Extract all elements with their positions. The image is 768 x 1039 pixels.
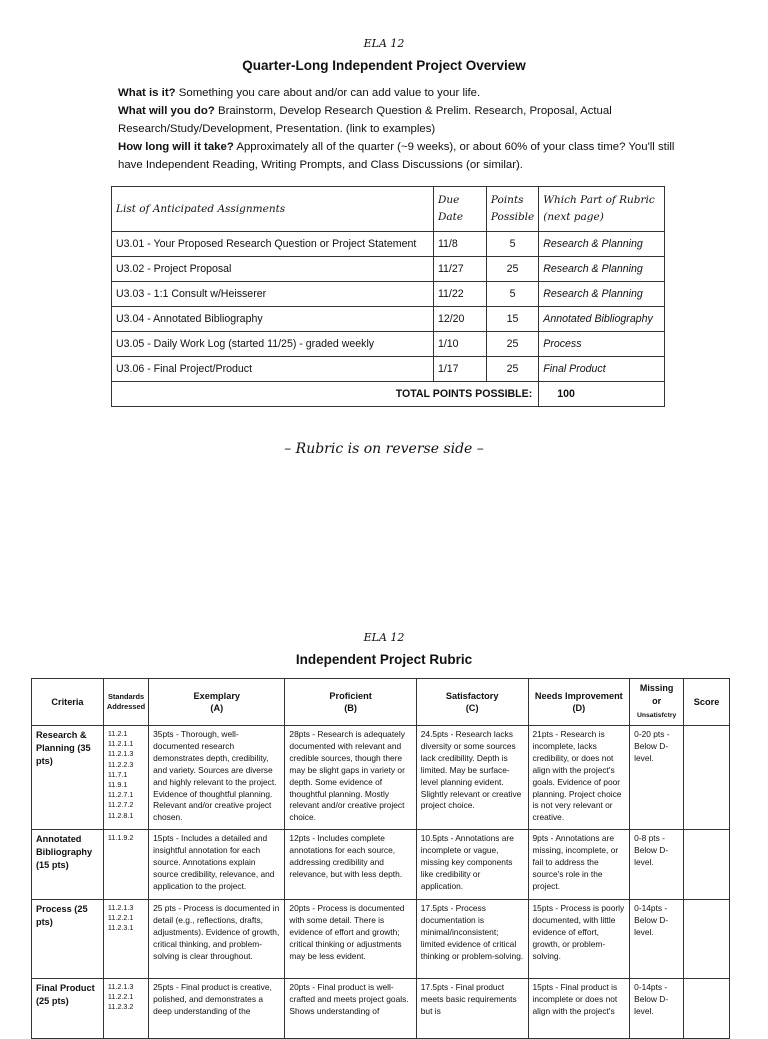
intro-what-is-it — [118, 84, 688, 102]
assignment-part: Process — [539, 332, 665, 357]
assignment-part: Annotated Bibliography — [539, 307, 665, 332]
rubric-criteria: Annotated Bibliography (15 pts) — [32, 830, 104, 900]
rubric-standards — [103, 900, 148, 979]
total-value: 100 — [539, 382, 665, 407]
course-label: ELA 12 — [363, 37, 405, 50]
rubric-standards — [103, 726, 148, 830]
rubric-needs-improvement: 15pts - Process is poorly documented, with little evidence of effort, growth, or problem-solving. — [528, 900, 630, 979]
rubric-score[interactable] — [684, 979, 730, 1039]
total-label: TOTAL POINTS POSSIBLE: — [112, 382, 539, 407]
assignment-points: 15 — [486, 307, 538, 332]
header-proficient-label: Proficient — [329, 691, 372, 701]
header-missing-or: or — [652, 696, 662, 706]
rubric-header-row — [32, 679, 730, 726]
rubric-table — [31, 678, 730, 1039]
total-row — [112, 382, 665, 407]
rubric-exemplary: 25 pts - Process is documented in detail (e.g., reflections, drafts, adjustments). Evidence of growth, critical thinking, and problem-solving is clear throughout. — [149, 900, 285, 979]
rubric-missing: 0-20 pts - Below D-level. — [630, 726, 684, 830]
rubric-score[interactable] — [684, 900, 730, 979]
intro-label: What is it? — [118, 87, 176, 99]
rubric-missing: 0-14pts - Below D-level. — [630, 979, 684, 1039]
header-proficient — [285, 679, 416, 726]
standard-code: 11.2.7.1 — [107, 790, 134, 800]
intro-how-long — [118, 138, 688, 174]
rubric-course-label: ELA 12 — [363, 631, 405, 644]
rubric-missing: 0-14pts - Below D-level. — [630, 900, 684, 979]
reverse-side-note: – Rubric is on reverse side – — [284, 441, 484, 457]
rubric-row — [32, 900, 730, 979]
rubric-row — [32, 726, 730, 830]
rubric-criteria: Final Product (25 pts) — [32, 979, 104, 1039]
assignment-due: 11/8 — [433, 232, 486, 257]
rubric-standards — [103, 830, 148, 900]
rubric-needs-improvement: 21pts - Research is incomplete, lacks credibility, or does not align with the project's goals. Evidence of poor planning. Project choice is not very relevant or creative. — [528, 726, 630, 830]
standard-code: 11.2.2.1 — [107, 913, 134, 923]
standard-code: 11.1.9.2 — [107, 833, 134, 842]
header-proficient-grade: (B) — [344, 703, 357, 713]
standard-code: 11.2.3.2 — [107, 1002, 134, 1012]
assignment-due: 1/17 — [433, 357, 486, 382]
assignment-name: U3.01 - Your Proposed Research Question or Project Statement — [112, 232, 434, 257]
header-standards: Standards Addressed — [103, 679, 148, 726]
rubric-satisfactory: 10.5pts - Annotations are incomplete or vague, missing key components like credibility or application. — [416, 830, 528, 900]
assignment-part: Final Product — [539, 357, 665, 382]
assignment-name: U3.05 - Daily Work Log (started 11/25) - graded weekly — [112, 332, 434, 357]
table-row — [112, 332, 665, 357]
rubric-title: Independent Project Rubric — [295, 652, 473, 667]
header-needs-improvement — [528, 679, 630, 726]
rubric-proficient: 12pts - Includes complete annotations for each source, addressing credibility and relevance, but with less depth. — [285, 830, 416, 900]
header-missing — [630, 679, 684, 726]
assignments-table — [111, 186, 665, 407]
standard-code: 11.9.1 — [107, 780, 128, 790]
header-score: Score — [684, 679, 730, 726]
rubric-satisfactory: 24.5pts - Research lacks diversity or some sources lack credibility. Depth is limited. May be surface-level planning evident. Slightly relevant or creative project choice. — [416, 726, 528, 830]
rubric-exemplary: 15pts - Includes a detailed and insightful annotation for each source. Annotations explain source credibility, relevance, and application to the project. — [149, 830, 285, 900]
assignment-due: 11/22 — [433, 282, 486, 307]
standard-code: 11.2.8.1 — [107, 810, 134, 820]
rubric-criteria: Research & Planning (35 pts) — [32, 726, 104, 830]
standard-code: 11.2.7.2 — [107, 800, 134, 810]
rubric-exemplary: 25pts - Final product is creative, polished, and demonstrates a deep understanding of the — [149, 979, 285, 1039]
rubric-needs-improvement: 9pts - Annotations are missing, incomplete, or fail to address the source's role in the project. — [528, 830, 630, 900]
assignment-points: 5 — [486, 232, 538, 257]
intro-label: How long will it take? — [118, 141, 234, 153]
header-assignment-list: List of Anticipated Assignments — [112, 187, 434, 232]
intro-block — [118, 84, 688, 174]
standard-code: 11.2.1.3 — [107, 903, 134, 912]
header-satisfactory-grade: (C) — [465, 703, 479, 713]
standard-code: 11.2.1 — [107, 729, 128, 738]
rubric-satisfactory: 17.5pts - Process documentation is minimal/inconsistent; limited evidence of critical thinking or problem-solving. — [416, 900, 528, 979]
header-exemplary-label: Exemplary — [193, 691, 241, 701]
assignment-part: Research & Planning — [539, 257, 665, 282]
header-points-possible: Points Possible — [486, 187, 538, 232]
standard-code: 11.2.3.1 — [107, 923, 134, 933]
rubric-proficient: 28pts - Research is adequately documented with relevant and credible sources, though there may be slight gaps in variety or depth. Some evidence of thoughtful planning. Mostly relevant and/or creative project choice. — [285, 726, 416, 830]
rubric-proficient: 20pts - Process is documented with some detail. There is evidence of effort and growth; critical thinking or adjustments may be less evident. — [285, 900, 416, 979]
overview-title: Quarter-Long Independent Project Overview — [242, 58, 526, 73]
header-missing-label: Missing — [639, 683, 674, 693]
header-satisfactory — [416, 679, 528, 726]
assignment-due: 12/20 — [433, 307, 486, 332]
assignment-name: U3.04 - Annotated Bibliography — [112, 307, 434, 332]
rubric-row — [32, 979, 730, 1039]
assignment-name: U3.06 - Final Project/Product — [112, 357, 434, 382]
rubric-body — [32, 726, 730, 1039]
header-needs-grade: (D) — [572, 703, 586, 713]
rubric-exemplary: 35pts - Thorough, well-documented research demonstrates depth, credibility, and variety. Sources are diverse and highly relevant to the project. Evidence of thoughtful planning. Relevant and/or creative project chosen. — [149, 726, 285, 830]
table-row — [112, 232, 665, 257]
standard-code: 11.2.1.3 — [107, 749, 134, 759]
assignment-points: 25 — [486, 357, 538, 382]
rubric-needs-improvement: 15pts - Final product is incomplete or does not align with the project's — [528, 979, 630, 1039]
header-satisfactory-label: Satisfactory — [445, 691, 499, 701]
rubric-score[interactable] — [684, 726, 730, 830]
intro-text: Brainstorm, Develop Research Question & Prelim. Research, Proposal, Actual Research/Study/Development, Presentation. (link to examples) — [118, 105, 612, 135]
assignments-header-row — [112, 187, 665, 232]
assignment-part: Research & Planning — [539, 232, 665, 257]
assignment-part: Research & Planning — [539, 282, 665, 307]
standard-code: 11.2.1.3 — [107, 982, 134, 991]
standard-code: 11.7.1 — [107, 769, 128, 779]
header-criteria: Criteria — [32, 679, 104, 726]
header-exemplary — [149, 679, 285, 726]
rubric-missing: 0-8 pts - Below D-level. — [630, 830, 684, 900]
table-row — [112, 307, 665, 332]
intro-text: Approximately all of the quarter (~9 weeks), or about 60% of your class time? You'll still have Independent Reading, Writing Prompts, and Class Discussions (or similar). — [118, 141, 675, 171]
standard-code: 11.2.1.1 — [107, 739, 134, 749]
rubric-standards — [103, 979, 148, 1039]
rubric-score[interactable] — [684, 830, 730, 900]
assignment-due: 11/27 — [433, 257, 486, 282]
standard-code: 11.2.2.3 — [107, 759, 134, 769]
standard-code: 11.2.2.1 — [107, 992, 134, 1002]
assignment-points: 25 — [486, 332, 538, 357]
rubric-criteria: Process (25 pts) — [32, 900, 104, 979]
assignment-name: U3.02 - Project Proposal — [112, 257, 434, 282]
header-exemplary-grade: (A) — [210, 703, 224, 713]
header-needs-label: Needs Improvement — [534, 691, 623, 701]
rubric-proficient: 20pts - Final product is well-crafted and meets project goals. Shows understanding of — [285, 979, 416, 1039]
assignment-name: U3.03 - 1:1 Consult w/Heisserer — [112, 282, 434, 307]
rubric-row — [32, 830, 730, 900]
header-missing-unsat: Unsatisfctry — [636, 712, 677, 719]
assignment-due: 1/10 — [433, 332, 486, 357]
assignment-points: 5 — [486, 282, 538, 307]
intro-label: What will you do? — [118, 105, 215, 117]
table-row — [112, 282, 665, 307]
rubric-satisfactory: 17.5pts - Final product meets basic requirements but is — [416, 979, 528, 1039]
assignment-points: 25 — [486, 257, 538, 282]
header-due-date: Due Date — [433, 187, 486, 232]
table-row — [112, 357, 665, 382]
header-rubric-part: Which Part of Rubric (next page) — [539, 187, 665, 232]
table-row — [112, 257, 665, 282]
intro-text: Something you care about and/or can add value to your life. — [175, 87, 481, 99]
intro-what-will-you-do — [118, 102, 688, 138]
